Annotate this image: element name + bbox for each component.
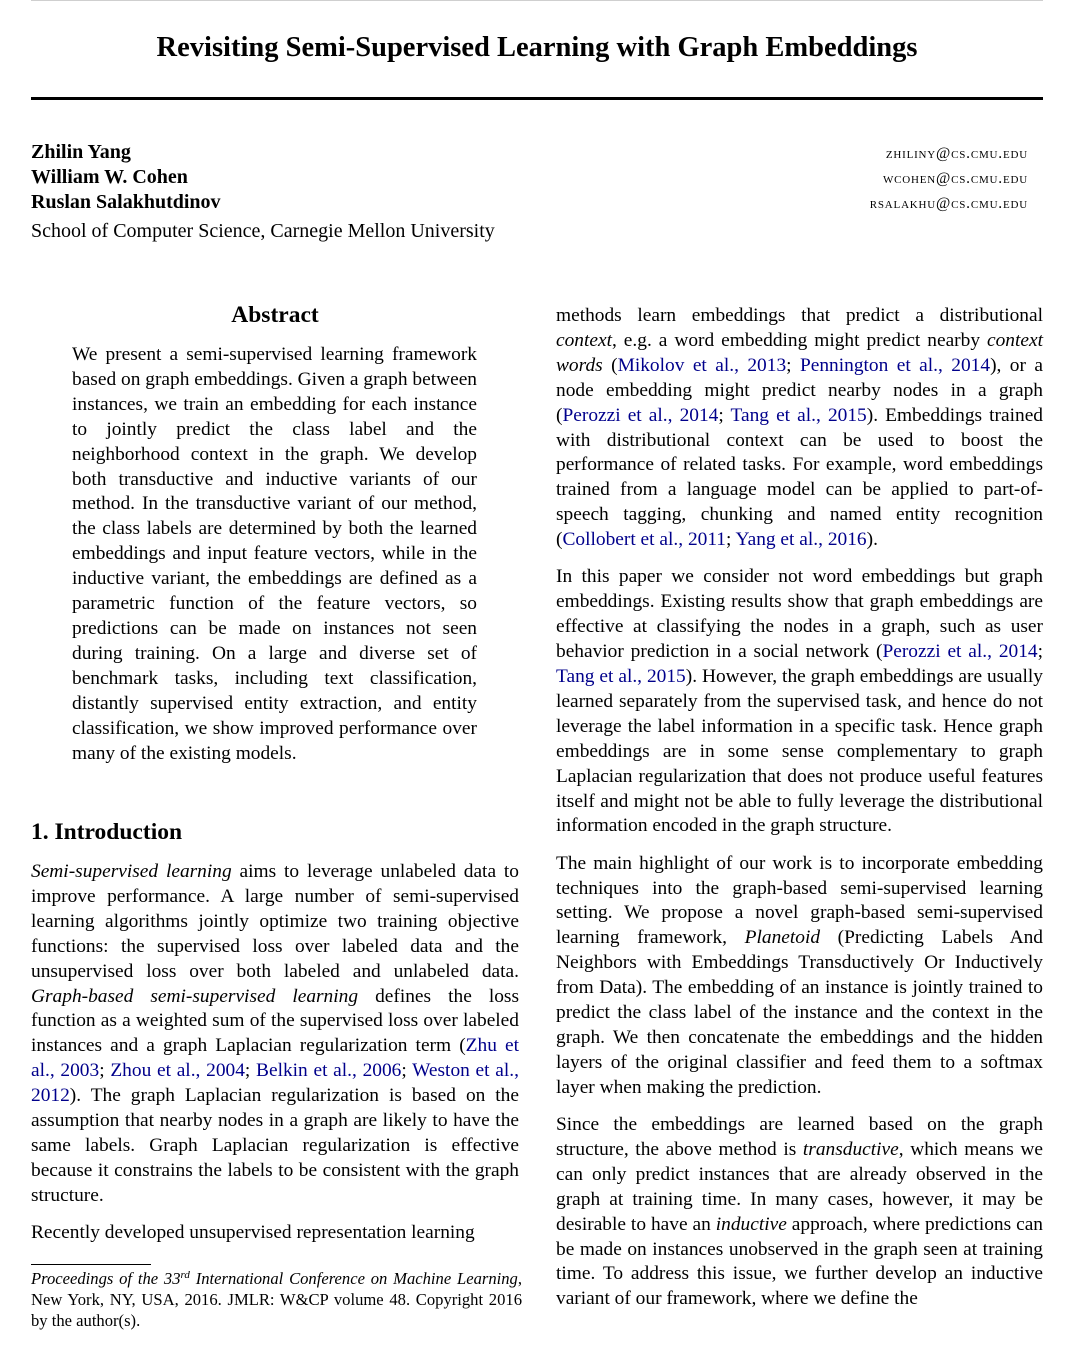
text-run: aims to leverage unlabeled data to improve performance. A large number of semi-supervised learning algorithms jointly optimize two training objective functions: the supervised loss over labeled data and the unsupervised loss over both labeled and unlabeled data. [31,861,519,982]
author-name: Ruslan Salakhutdinov [31,191,221,213]
title-rule [31,97,1043,100]
text-run: , which means we can only predict instances that are already observed in the graph at training time. In many cases, however, it may be desirable to have an [556,1138,1043,1235]
text-run: ). The graph Laplacian regularization is based on the assumption that nearby nodes in a graph are likely to have the same labels. Graph Laplacian regularization is effective because it constrains the labels to be consistent with the graph structure. [31,1085,519,1206]
emphasis: inductive [715,1213,787,1235]
text-run: approach, where predictions can be made on instances unobserved in the graph seen at training time. To address this issue, we further develop an inductive variant of our framework, where we define the [556,1213,1043,1310]
emphasis: Proceedings of the [31,1269,164,1288]
footnote [31,1268,522,1331]
text-run: ). However, the graph embeddings are usually learned separately from the supervised task, and hence do not leverage the label information in a specific task. Hence graph embeddings are in some sense complementary to graph Laplacian regularization that does not produce useful features itself and might not be able to fully leverage the distributional information encoded in the graph structure. [556,665,1043,837]
text-run: ; [401,1060,413,1082]
citation-link[interactable]: Weston et al., 2012 [31,1060,519,1107]
text-run: ; [1037,641,1043,663]
superscript: rd [180,1269,190,1281]
emphasis: context [556,329,612,351]
emphasis: Planetoid [744,927,821,949]
text-run: , New York, NY, USA, 2016. JMLR: W&CP volume 48. Copyright 2016 by the author(s). [31,1269,522,1330]
paragraph: Recently developed unsupervised representation learning [31,1221,475,1243]
author-row [31,140,1031,165]
emphasis: International Conference on Machine Learning [189,1269,518,1288]
citation-link[interactable]: Collobert et al., 2011 [562,529,727,551]
citation-link[interactable]: Zhu et al., 2003 [31,1035,519,1082]
text-run: In this paper we consider not word embeddings but graph embeddings. Existing results show that graph embeddings are effective at classifying the nodes in a graph, such as user behavior prediction in a social network ( [556,566,1043,663]
author-row [31,190,1031,215]
author-email: rsalakhu@cs.cmu.edu [869,195,1028,212]
citation-link[interactable]: Zhou et al., 2004 [110,1060,245,1082]
emphasis: Graph-based semi-supervised learning [31,985,359,1007]
citation-link[interactable]: Pennington et al., 2014 [799,354,991,376]
text-run: The main highlight of our work is to incorporate embedding techniques into the graph-based semi-supervised learning setting. We propose a novel graph-based semi-supervised learning framework, [556,852,1043,949]
author-row [31,165,1031,190]
text-run: Since the embeddings are learned based on the graph structure, the above method is [556,1113,1043,1160]
emphasis: transductive [802,1138,899,1160]
text-run: ; [99,1060,111,1082]
paragraph [556,565,1043,839]
paper-title: Revisiting Semi-Supervised Learning with Graph Embeddings [156,32,918,63]
text-run: methods learn embeddings that predict a distributional [556,305,1043,326]
introduction-body [31,860,519,1246]
citation-link[interactable]: Tang et al., 2015 [556,665,686,687]
paragraph [556,852,1043,1101]
text-run: ; [718,404,731,426]
section-heading-introduction: 1. Introduction [31,819,183,845]
text-run: ). [866,529,878,551]
text-run: , e.g. a word embedding might predict nearby [612,329,987,351]
footnote-rule [31,1264,151,1265]
paragraph [556,304,1043,553]
author-email: wcohen@cs.cmu.edu [882,170,1028,187]
author-name: William W. Cohen [31,166,188,188]
abstract-text: We present a semi-supervised learning framework based on graph embeddings. Given a graph between instances, we train an embedding for each instance to jointly predict the class label and the neighborhood context in the graph. We develop both transductive and inductive variants of our method. In the transductive variant of our method, the class labels are determined by both the learned embeddings and input feature vectors, while in the inductive variant, the embeddings are defined as a parametric function of the feature vectors, so predictions can be made on instances not seen during training. On a large and diverse set of benchmark tasks, including text classification, distantly supervised entity extraction, and entity classification, we show improved performance over many of the existing models. [72,344,477,764]
citation-link[interactable]: Perozzi et al., 2014 [882,641,1038,663]
citation-link[interactable]: Belkin et al., 2006 [256,1060,402,1082]
text-run: ). Embeddings trained with distributional context can be used to boost the performance of related tasks. For example, word embeddings trained from a language model can be applied to part-of-speech tagging, chunking and named entity recognition ( [556,404,1044,551]
text-run: ; [244,1060,257,1082]
right-column [556,304,1043,1312]
text-run: ( [602,354,618,376]
text-run: ; [786,354,800,376]
author-name: Zhilin Yang [31,141,131,163]
citation-link[interactable]: Perozzi et al., 2014 [562,404,719,426]
citation-link[interactable]: Mikolov et al., 2013 [617,354,787,376]
text-run: ), or a node embedding might predict nearby nodes in a graph ( [556,354,1043,426]
author-block [31,140,1031,215]
text-run: ; [726,529,736,551]
citation-link[interactable]: Yang et al., 2016 [735,529,867,551]
citation-link[interactable]: Tang et al., 2015 [730,404,867,426]
emphasis: Semi-supervised learning [31,861,232,882]
author-email: zhiliny@cs.cmu.edu [885,145,1028,162]
text-run: (Predicting Labels And Neighbors with Embeddings Transductively Or Inductively from Data). The embedding of an instance is jointly trained to predict the class label of the instance and the context in the graph. We then concatenate the embeddings and the hidden layers of the original classifier and feed them to a softmax layer when making the prediction. [556,927,1043,1098]
paragraph [31,860,519,1209]
affiliation: School of Computer Science, Carnegie Mellon University [31,220,495,242]
abstract-heading: Abstract [231,302,319,328]
emphasis: 33 [163,1269,181,1288]
top-border [31,0,1043,1]
paragraph [556,1113,1043,1312]
text-run: defines the loss function as a weighted sum of the supervised loss over labeled instances and a graph Laplacian regularization term ( [31,985,520,1057]
emphasis: context words [556,329,1043,376]
